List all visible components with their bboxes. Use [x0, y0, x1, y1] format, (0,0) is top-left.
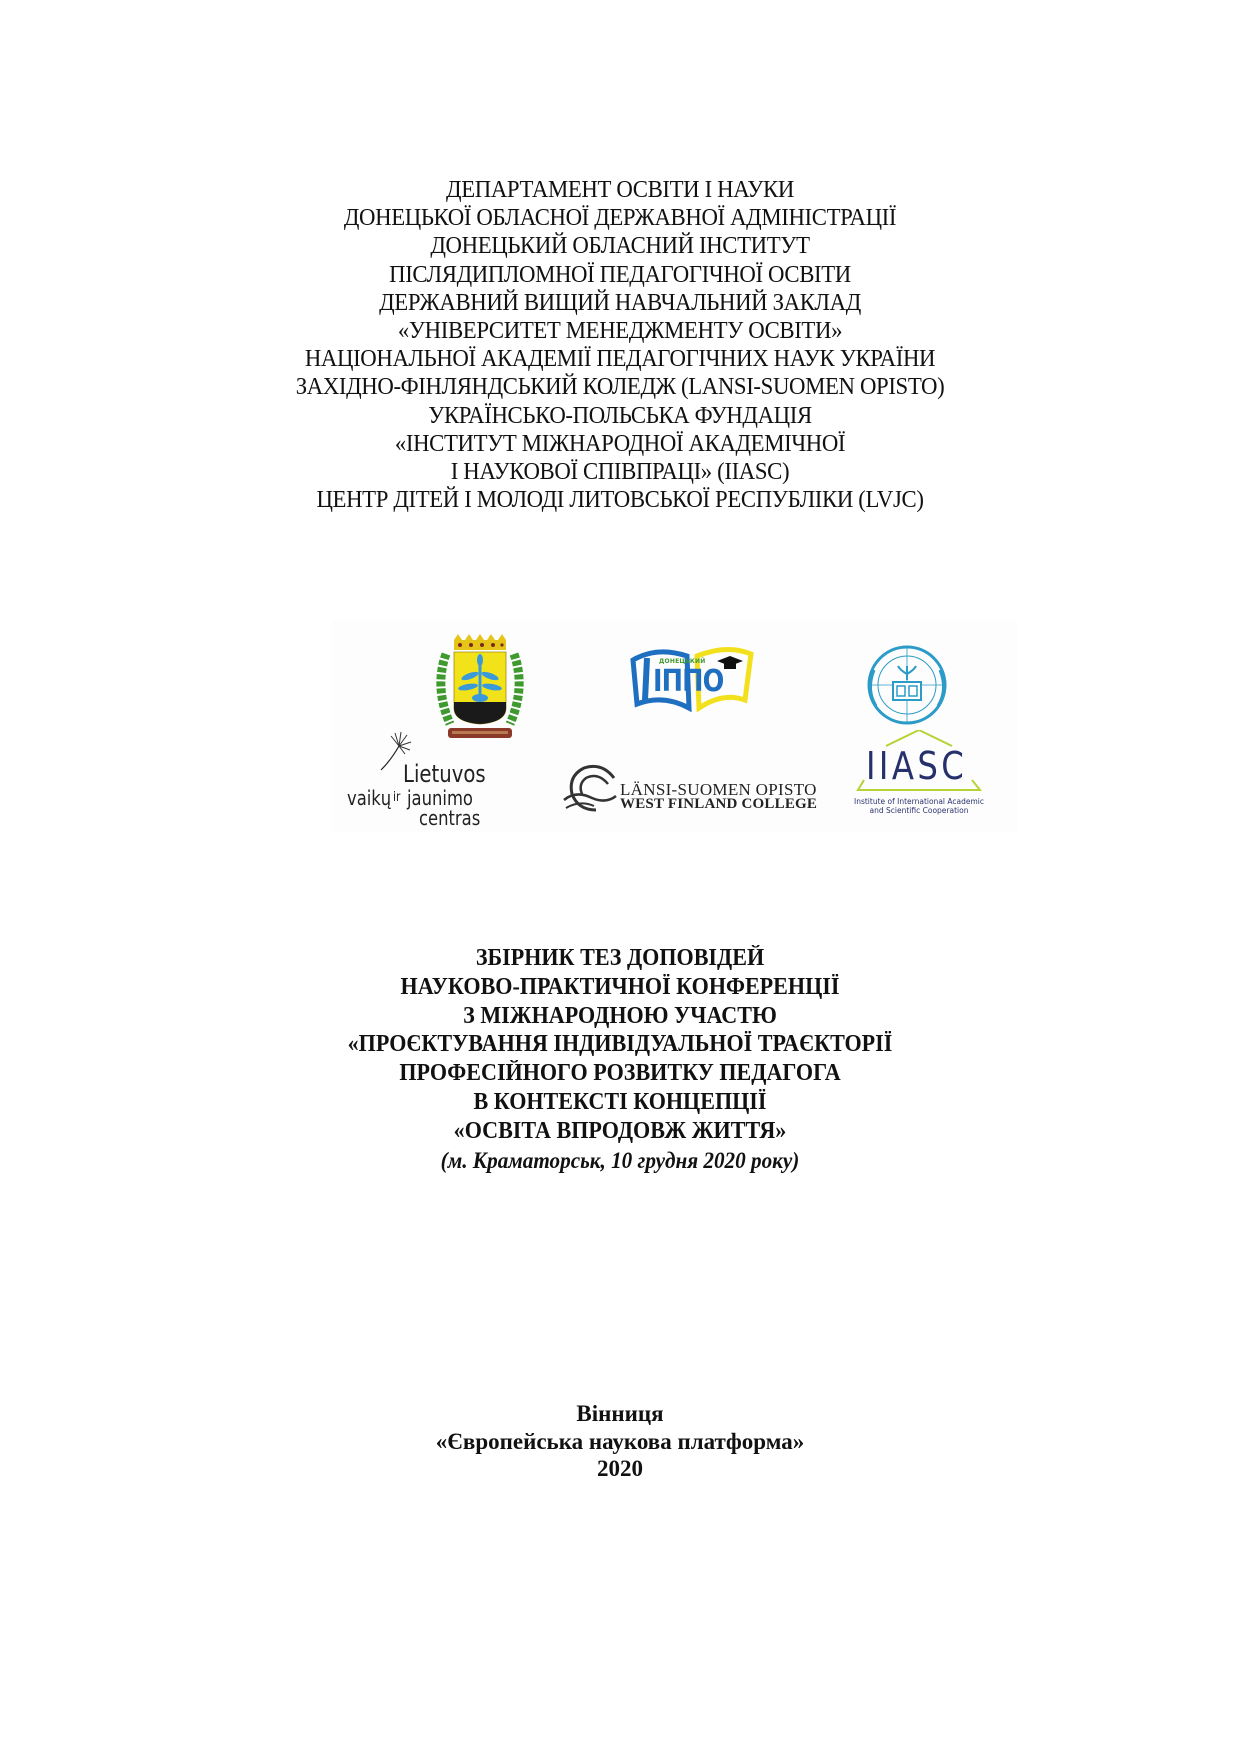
conference-title-block — [0, 944, 1240, 1175]
organizer-line: ЦЕНТР ДІТЕЙ І МОЛОДІ ЛИТОВСЬКОЇ РЕСПУБЛІКИ (LVJC) — [316, 486, 924, 514]
vaiku-text: vaikų — [347, 786, 392, 810]
organizer-line: ДОНЕЦЬКОЇ ОБЛАСНОЇ ДЕРЖАВНОЇ АДМІНІСТРАЦІЇ — [343, 204, 897, 232]
title-line: ПРОФЕСІЙНОГО РОЗВИТКУ ПЕДАГОГА — [399, 1060, 841, 1087]
title-line: В КОНТЕКСТІ КОНЦЕПЦІЇ — [473, 1088, 767, 1115]
organizer-line: ДЕПАРТАМЕНТ ОСВІТИ І НАУКИ — [446, 176, 794, 203]
donetsk-coat-of-arms-logo — [432, 632, 528, 742]
graduation-cap-icon — [717, 656, 743, 670]
place-date: (м. Краматорськ, 10 грудня 2020 року) — [440, 1147, 800, 1173]
lansi-suomen-opisto-text: LÄNSI-SUOMEN OPISTO — [620, 780, 817, 799]
wave-swirl-icon — [562, 760, 620, 820]
organizer-line: ДЕРЖАВНИЙ ВИЩИЙ НАВЧАЛЬНИЙ ЗАКЛАД — [379, 288, 861, 316]
organizer-line: «УНІВЕРСИТЕТ МЕНЕДЖМЕНТУ ОСВІТИ» — [397, 317, 843, 345]
iiasc-full-name — [844, 797, 994, 815]
title-line: «ОСВІТА ВПРОДОВЖ ЖИТТЯ» — [453, 1117, 787, 1144]
organizer-line: І НАУКОВОЇ СПІВПРАЦІ» (IIASC) — [450, 458, 790, 486]
coat-of-arms-icon — [432, 632, 528, 742]
iiasc-full-name-line2: and Scientific Cooperation — [869, 806, 969, 815]
organizer-line: «ІНСТИТУТ МІЖНАРОДНОЇ АКАДЕМІЧНОЇ — [394, 429, 846, 457]
publication-year: 2020 — [597, 1456, 643, 1481]
organizer-line: ПІСЛЯДИПЛОМНОЇ ПЕДАГОГІЧНОЇ ОСВІТИ — [389, 260, 851, 288]
jaunimo-text: jaunimo — [407, 786, 473, 810]
title-line: «ПРОЄКТУВАННЯ ІНДИВІДУАЛЬНОЇ ТРАЄКТОРІЇ — [347, 1031, 893, 1058]
partner-logos-panel — [332, 620, 1017, 832]
organizer-line: УКРАЇНСЬКО-ПОЛЬСЬКА ФУНДАЦІЯ — [428, 401, 812, 429]
west-finland-college-text: WEST FINLAND COLLEGE — [620, 796, 818, 812]
iiasc-full-name-line1: Institute of International Academic — [853, 797, 984, 806]
ippo-big-text: ІППО — [653, 664, 724, 699]
organizer-line: ДОНЕЦЬКИЙ ОБЛАСНИЙ ІНСТИТУТ — [430, 232, 810, 260]
ippo-small-text: ДОНЕЦЬКИЙ — [659, 658, 706, 665]
iiasc-text: IIASC — [866, 744, 968, 788]
centras-text: centras — [419, 806, 481, 830]
iiasc-logo — [844, 730, 994, 830]
ir-text: ir — [393, 790, 401, 805]
lietuvos-vaiku-ir-jaunimo-centras-logo — [347, 730, 517, 830]
west-finland-college-logo — [562, 760, 818, 820]
lietuvos-text: Lietuvos — [403, 760, 486, 788]
publisher-block — [0, 1400, 1240, 1483]
publisher-name: «Європейська наукова платформа» — [435, 1428, 805, 1454]
organizers-block — [0, 176, 1240, 514]
title-line: ЗБІРНИК ТЕЗ ДОПОВІДЕЙ — [475, 945, 765, 971]
ippo-logo — [627, 638, 757, 718]
university-management-education-seal-logo — [862, 640, 952, 730]
organizer-line: НАЦІОНАЛЬНОЇ АКАДЕМІЇ ПЕДАГОГІЧНИХ НАУК УКРАЇНИ — [304, 345, 936, 373]
organizer-line: ЗАХІДНО-ФІНЛЯНДСЬКИЙ КОЛЕДЖ (LANSI-SUOMEN OPISTO) — [295, 373, 945, 401]
publisher-city: Вінниця — [576, 1401, 664, 1426]
university-seal-icon — [862, 640, 952, 730]
title-line: НАУКОВО-ПРАКТИЧНОЇ КОНФЕРЕНЦІЇ — [400, 973, 840, 1000]
title-line: З МІЖНАРОДНОЮ УЧАСТЮ — [463, 1002, 777, 1029]
